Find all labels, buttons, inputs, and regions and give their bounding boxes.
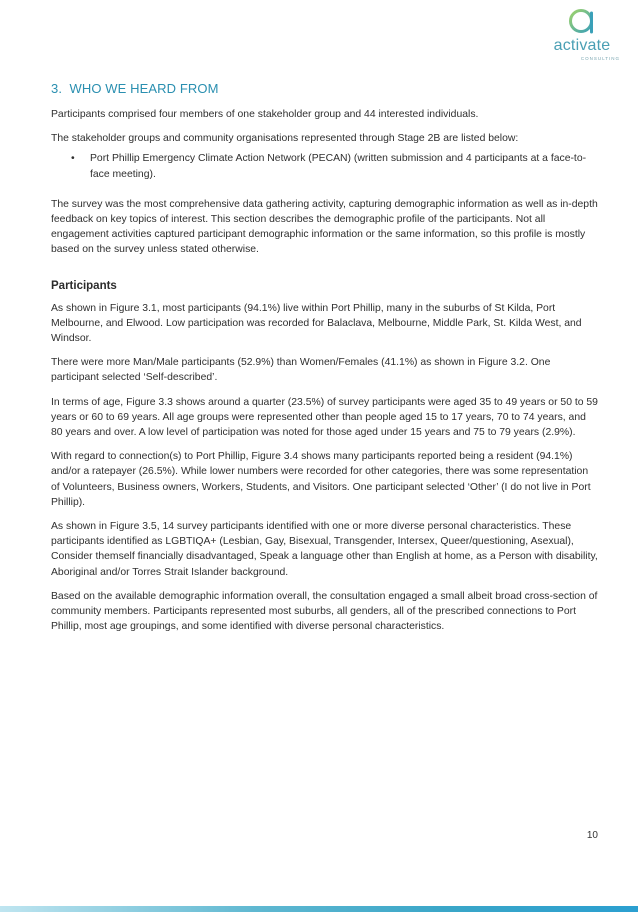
participants-paragraph-1: As shown in Figure 3.1, most participants (94.1%) live within Port Phillip, many in the suburbs of St Kilda, Port Melbourne, and Elwood. Low participation was recorded for Balaclava, Melbourne, Middle Park, St. Kilda West, and Windsor. xyxy=(51,302,582,345)
intro-paragraph-2: The stakeholder groups and community organisations represented through Stage 2B are listed below: xyxy=(51,133,519,145)
participants-paragraph-3: In terms of age, Figure 3.3 shows around a quarter (23.5%) of survey participants were aged 35 to 49 years or 50 to 59 years or 60 to 69 years. All age groups were represented other than people aged 15 to 17 years, 70 to 74 years, and 80 years and over. A low level of participation was noted for those aged under 15 years and 75 to 79 years (2.9%). xyxy=(51,396,598,439)
participants-paragraph-4: With regard to connection(s) to Port Phillip, Figure 3.4 shows many participants reported being a resident (94.1%) and/or a ratepayer (26.5%). While lower numbers were recorded for other categories, there was some representation of Volunteers, Business owners, Workers, Students, and Visitors. One participant selected ‘Other’ (I do not live in Port Phillip). xyxy=(51,451,591,508)
activate-logo-icon xyxy=(568,6,596,36)
logo-brand-text: activate xyxy=(553,37,611,54)
intro-paragraph-1: Participants comprised four members of one stakeholder group and 44 interested individuals. xyxy=(51,109,479,120)
logo-sub-text: CONSULTING xyxy=(580,56,620,61)
footer-gradient-bar xyxy=(0,906,638,912)
section-number: 3. xyxy=(51,81,63,96)
stakeholder-list xyxy=(51,151,599,181)
bullet-icon: • xyxy=(71,153,75,165)
page-number: 10 xyxy=(586,830,598,841)
participants-paragraph-6: Based on the available demographic information overall, the consultation engaged a small albeit broad cross-section of community members. Participants represented most suburbs, all genders, all of the prescribed connections to Port Phillip, most age groupings, and some identified with diverse personal characteristics. xyxy=(51,590,598,633)
section-title: WHO WE HEARD FROM xyxy=(69,81,219,96)
participants-paragraph-2: There were more Man/Male participants (52.9%) than Women/Females (41.1%) as shown in Figure 3.2. One participant selected ‘Self-described’. xyxy=(51,357,551,384)
participants-heading: Participants xyxy=(51,279,117,292)
list-item xyxy=(71,151,599,181)
page-content xyxy=(51,81,599,643)
survey-paragraph: The survey was the most comprehensive data gathering activity, capturing demographic information as well as in-depth feedback on key topics of interest. This section describes the demographic profile of the participants. Not all engagement activities captured participant demographic information or the same information, so this profile is mostly based on the survey unless stated otherwise. xyxy=(51,198,598,256)
list-item-text: Port Phillip Emergency Climate Action Network (PECAN) (written submission and 4 participants at a face-to-face meeting). xyxy=(90,153,587,180)
participants-paragraph-5: As shown in Figure 3.5, 14 survey participants identified with one or more diverse personal characteristics. These participants identified as LGBTIQA+ (Lesbian, Gay, Bisexual, Transgender, Intersex, Queer/questioning, Asexual), Consider themself financially disadvantaged, Speak a language other than English at home, as a Person with disability, Aboriginal and/or Torres Strait Islander background. xyxy=(51,521,598,578)
activate-consulting-logo xyxy=(540,6,624,60)
section-heading xyxy=(51,81,599,96)
